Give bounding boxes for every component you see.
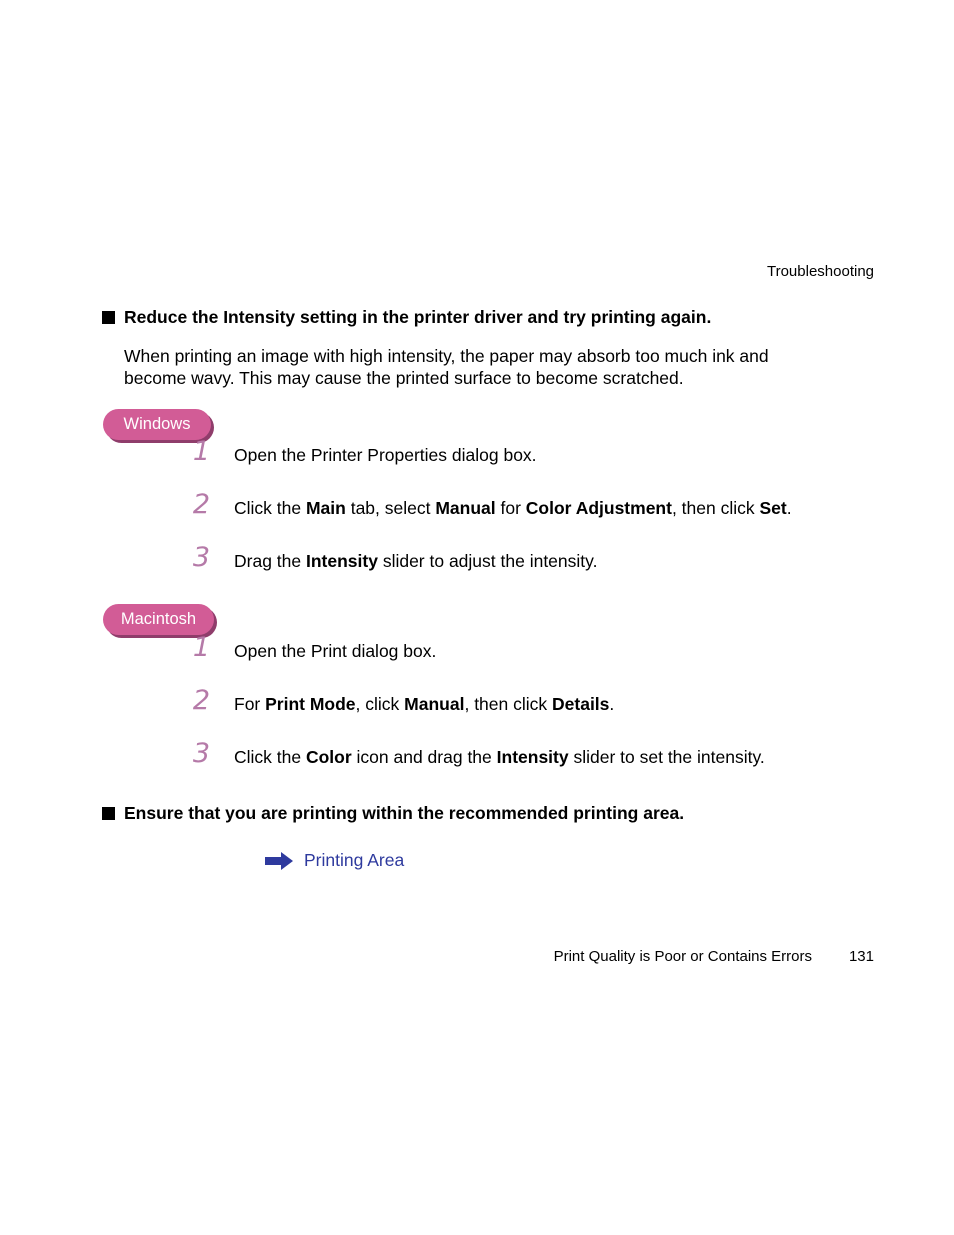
step-text-part: Click the (234, 498, 306, 518)
ui-term-set: Set (759, 498, 787, 518)
ui-term-details: Details (552, 694, 610, 714)
windows-step-3 (234, 551, 597, 572)
step-number: 1 (192, 436, 210, 467)
step-number: 3 (192, 738, 210, 769)
square-bullet-icon (102, 311, 115, 324)
ui-term-manual: Manual (435, 498, 496, 518)
ui-term-color-adjustment: Color Adjustment (525, 498, 672, 518)
square-bullet-icon (102, 807, 115, 820)
ui-term-color: Color (305, 747, 352, 767)
step-text-part: slider to adjust the intensity. (377, 551, 598, 571)
arrow-right-icon (265, 852, 293, 870)
section-heading-intensity (102, 307, 711, 328)
intro-paragraph (124, 345, 844, 389)
step-text-part: For (234, 694, 266, 714)
step-text-part: . (609, 694, 615, 714)
step-number: 2 (192, 685, 210, 716)
running-header: Troubleshooting (766, 263, 874, 280)
section-heading-text: Reduce the Intensity setting in the printer driver and try printing again. (124, 307, 712, 327)
macintosh-tab: Macintosh (103, 604, 214, 635)
windows-tab: Windows (103, 409, 211, 440)
step-text-part: tab, select (345, 498, 436, 518)
step-number: 1 (192, 632, 210, 663)
step-text-part: icon and drag the (351, 747, 497, 767)
ui-term-intensity: Intensity (496, 747, 569, 767)
footer-chapter-title: Print Quality is Poor or Contains Errors (553, 948, 812, 965)
macintosh-step-3 (234, 747, 765, 768)
section-heading-text: Ensure that you are printing within the recommended printing area. (124, 803, 685, 823)
page-number: 131 (848, 948, 874, 965)
step-text-part: , then click (464, 694, 553, 714)
ui-term-print-mode: Print Mode (265, 694, 356, 714)
paragraph-line: become wavy. This may cause the printed surface to become scratched. (124, 368, 684, 388)
windows-step-1: Open the Printer Properties dialog box. (234, 445, 537, 465)
ui-term-intensity: Intensity (305, 551, 378, 571)
step-text-part: slider to set the intensity. (568, 747, 765, 767)
ui-term-manual: Manual (404, 694, 465, 714)
windows-step-2 (234, 498, 792, 519)
step-text-part: . (786, 498, 792, 518)
section-heading-printing-area (102, 803, 684, 824)
step-number: 3 (192, 542, 210, 573)
ui-term-main: Main (305, 498, 346, 518)
step-text-part: , then click (671, 498, 760, 518)
step-text-part: Click the (234, 747, 306, 767)
macintosh-step-2 (234, 694, 614, 715)
printing-area-link-row[interactable] (265, 850, 404, 871)
paragraph-line: When printing an image with high intensity, the paper may absorb too much ink and (124, 346, 769, 366)
step-number: 2 (192, 489, 210, 520)
step-text-part: for (495, 498, 526, 518)
step-text-part: , click (355, 694, 405, 714)
macintosh-step-1: Open the Print dialog box. (234, 641, 437, 661)
printing-area-link[interactable]: Printing Area (304, 850, 405, 870)
step-text-part: Drag the (234, 551, 306, 571)
